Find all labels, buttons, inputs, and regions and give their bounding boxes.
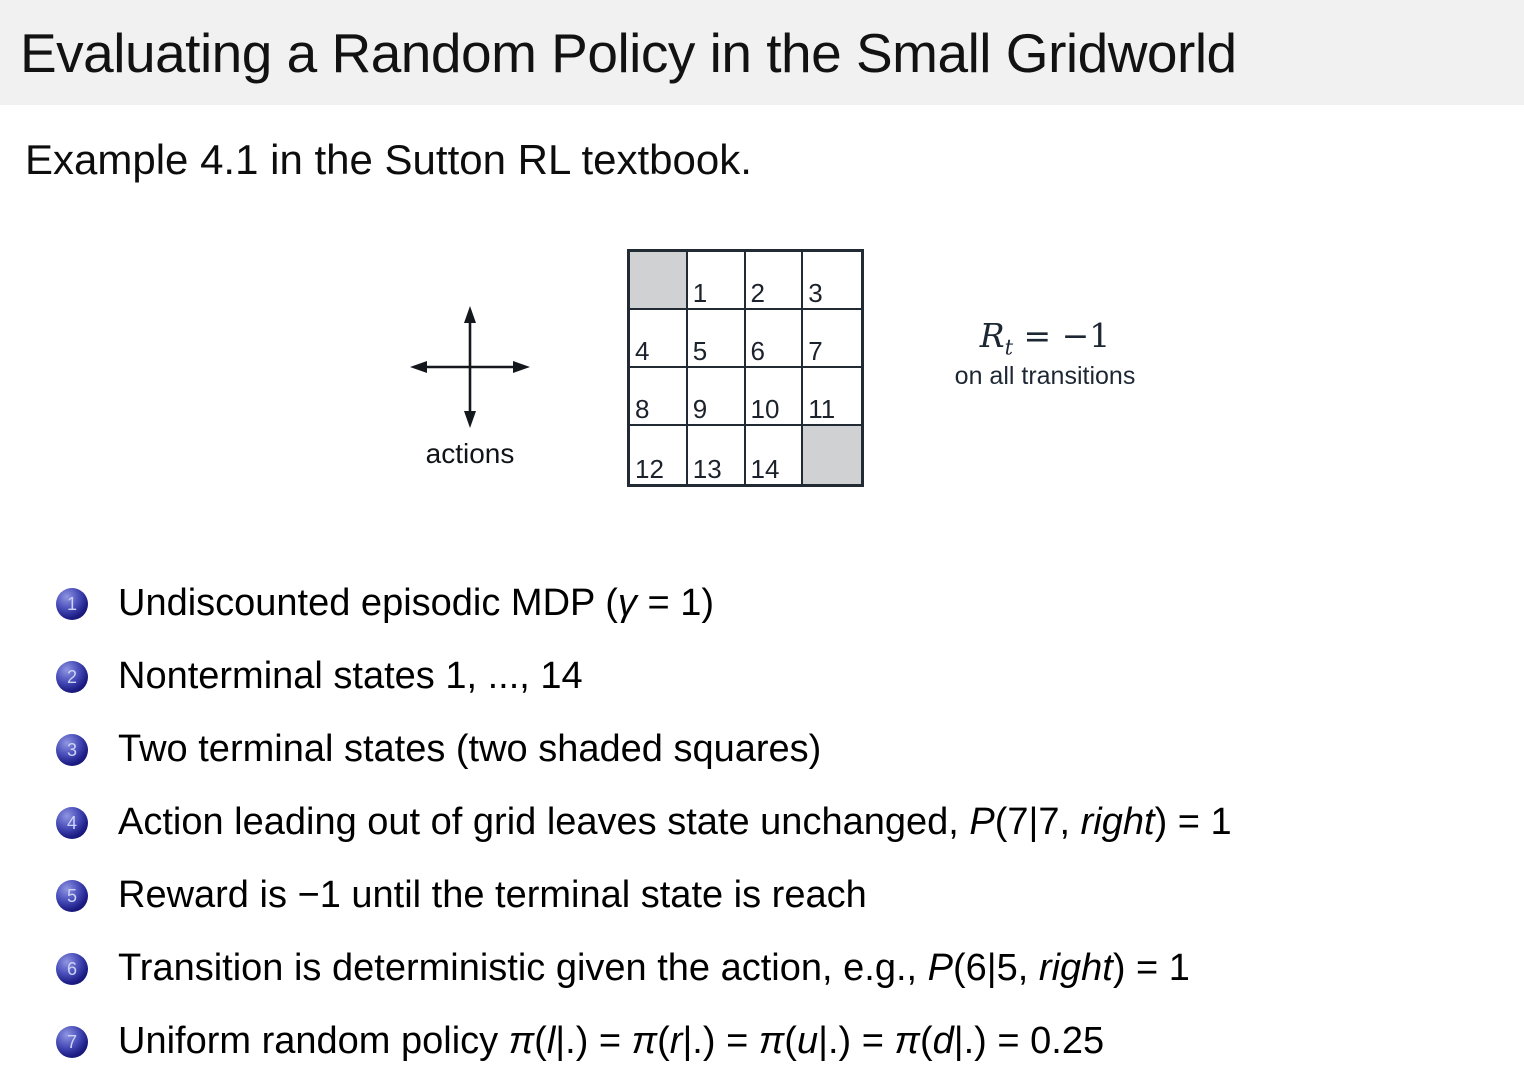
math-segment: P bbox=[969, 801, 995, 843]
math-segment: = 1) bbox=[636, 582, 714, 624]
grid-cell-label: 6 bbox=[750, 336, 765, 366]
item-number-badge: 3 bbox=[56, 734, 88, 766]
list-item-7 bbox=[0, 1005, 1524, 1078]
reward-subscript: t bbox=[1004, 335, 1014, 360]
grid-cell-terminal bbox=[803, 426, 861, 484]
reward-annotation bbox=[912, 317, 1178, 391]
item-text-segment: Two terminal states (two shaded squares) bbox=[118, 728, 822, 770]
reward-equation bbox=[912, 317, 1178, 360]
grid-cell-label: 2 bbox=[750, 278, 765, 308]
math-segment: right bbox=[1080, 801, 1155, 843]
list-item-4 bbox=[0, 786, 1524, 859]
math-segment: ) = 1 bbox=[1112, 947, 1190, 989]
grid-cell-label: 10 bbox=[750, 394, 780, 424]
item-text bbox=[118, 655, 583, 698]
math-segment: d bbox=[932, 1020, 954, 1062]
math-segment: −1 bbox=[297, 874, 341, 916]
reward-rhs: = −1 bbox=[1013, 316, 1111, 355]
math-segment: π bbox=[894, 1020, 920, 1062]
math-segment: (6|5, bbox=[953, 947, 1039, 989]
math-segment: P bbox=[927, 947, 953, 989]
item-text-segment: Reward is bbox=[118, 874, 298, 916]
item-text bbox=[118, 947, 1190, 990]
reward-symbol: R bbox=[979, 316, 1005, 355]
item-text-segment: Uniform random policy bbox=[118, 1020, 509, 1062]
item-text bbox=[118, 801, 1232, 844]
math-segment: |.) = bbox=[555, 1020, 632, 1062]
math-segment: π bbox=[631, 1020, 658, 1062]
list-item-6 bbox=[0, 932, 1524, 1005]
grid-cell bbox=[630, 310, 688, 368]
item-text bbox=[118, 1020, 1104, 1063]
item-text-segment: Undiscounted episodic MDP bbox=[118, 582, 606, 624]
grid-cell bbox=[688, 310, 746, 368]
math-segment: |.) = 0.25 bbox=[953, 1020, 1105, 1062]
grid-cell-label: 3 bbox=[808, 278, 823, 308]
list-item-5 bbox=[0, 859, 1524, 932]
grid-cell bbox=[688, 368, 746, 426]
item-text bbox=[118, 728, 821, 771]
grid-cell-terminal bbox=[630, 252, 688, 310]
math-segment: ( bbox=[784, 1020, 797, 1062]
grid-cell-label: 12 bbox=[635, 454, 664, 484]
grid-cell-label: 4 bbox=[635, 336, 650, 366]
math-segment: right bbox=[1038, 947, 1113, 989]
grid-cell bbox=[630, 368, 688, 426]
item-text bbox=[118, 874, 867, 917]
list-item-2 bbox=[0, 640, 1524, 713]
math-segment: r bbox=[669, 1020, 683, 1062]
grid-cell bbox=[688, 426, 746, 484]
actions-label: actions bbox=[425, 438, 515, 469]
list-item-1 bbox=[0, 567, 1524, 640]
math-segment: γ bbox=[617, 582, 637, 624]
math-segment: ( bbox=[534, 1020, 547, 1062]
item-text-segment: Action leading out of grid leaves state unchanged, bbox=[118, 801, 970, 843]
slide-subtitle: Example 4.1 in the Sutton RL textbook. bbox=[25, 136, 752, 183]
math-segment: ( bbox=[657, 1020, 670, 1062]
item-text bbox=[118, 582, 714, 625]
actions-cross-icon bbox=[410, 306, 530, 428]
grid-cell-label: 11 bbox=[808, 394, 836, 424]
grid-cell-label: 7 bbox=[808, 336, 823, 366]
math-segment: l bbox=[546, 1020, 556, 1062]
slide-header bbox=[0, 0, 1524, 105]
grid-cell bbox=[746, 368, 804, 426]
math-segment: |.) = bbox=[818, 1020, 895, 1062]
item-text-segment: Transition is deterministic given the action, e.g., bbox=[118, 947, 928, 989]
grid-cell bbox=[803, 368, 861, 426]
math-segment: π bbox=[508, 1020, 535, 1062]
math-segment: |.) = bbox=[682, 1020, 759, 1062]
gridworld-grid bbox=[627, 249, 864, 487]
grid-cell-label: 14 bbox=[750, 454, 780, 484]
item-text-segment: Nonterminal states bbox=[118, 655, 446, 697]
math-segment: 1, ..., 14 bbox=[445, 655, 583, 697]
grid-cell bbox=[746, 252, 804, 310]
enumerate-list bbox=[0, 567, 1524, 1078]
math-segment: π bbox=[758, 1020, 785, 1062]
grid-cell-label: 8 bbox=[635, 394, 650, 424]
math-segment: u bbox=[796, 1020, 819, 1062]
item-number-badge: 7 bbox=[56, 1026, 88, 1058]
item-number-badge: 5 bbox=[56, 880, 88, 912]
math-segment: (7|7, bbox=[994, 801, 1081, 843]
item-number-badge: 2 bbox=[56, 661, 88, 693]
list-item-3 bbox=[0, 713, 1524, 786]
grid-cell-label: 1 bbox=[692, 278, 708, 308]
math-segment: ) = 1 bbox=[1154, 801, 1232, 843]
grid-cell bbox=[630, 426, 688, 484]
item-number-badge: 4 bbox=[56, 807, 88, 839]
slide-title: Evaluating a Random Policy in the Small Gridworld bbox=[20, 21, 1237, 84]
math-segment: ( bbox=[919, 1020, 933, 1062]
math-segment: ( bbox=[605, 582, 618, 624]
grid-cell bbox=[746, 310, 804, 368]
grid-cell-label: 5 bbox=[692, 336, 708, 366]
item-number-badge: 6 bbox=[56, 953, 88, 985]
grid-cell-label: 9 bbox=[692, 394, 708, 424]
item-text-segment: until the terminal state is reach bbox=[340, 874, 867, 916]
grid-cell bbox=[688, 252, 746, 310]
grid-cell bbox=[803, 252, 861, 310]
grid-cell bbox=[803, 310, 861, 368]
reward-caption: on all transitions bbox=[954, 361, 1136, 390]
item-number-badge: 1 bbox=[56, 588, 88, 620]
grid-cell-label: 13 bbox=[692, 454, 722, 484]
grid-cell bbox=[746, 426, 804, 484]
